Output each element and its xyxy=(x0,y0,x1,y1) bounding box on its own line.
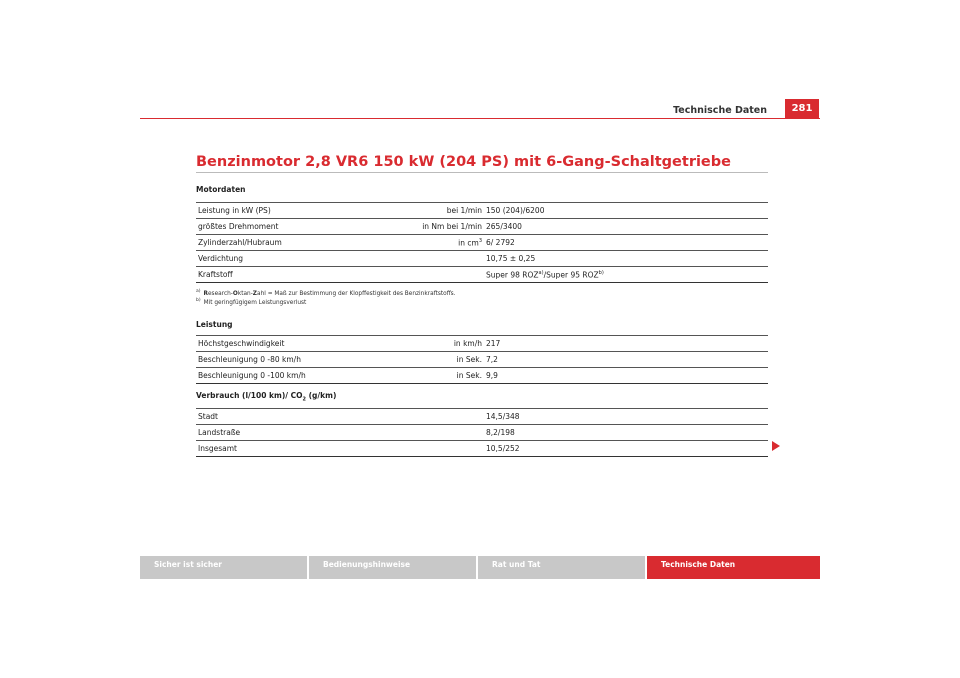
row-label: Verdichtung xyxy=(196,251,380,267)
footer-tab-label: Technische Daten xyxy=(661,560,736,569)
row-label: Höchstgeschwindigkeit xyxy=(196,336,380,352)
table-row xyxy=(196,203,768,219)
table-row xyxy=(196,251,768,267)
row-unit xyxy=(380,409,484,425)
unit-text: in cm xyxy=(458,238,479,248)
footnote-mark: a) xyxy=(196,289,201,294)
row-value: 8,2/198 xyxy=(484,425,768,441)
header-section-title: Technische Daten xyxy=(673,105,767,116)
verbrauch-table xyxy=(196,408,768,457)
table-row xyxy=(196,409,768,425)
row-unit: bei 1/min xyxy=(380,203,484,219)
row-unit xyxy=(380,267,484,283)
row-value: 6/ 2792 xyxy=(484,235,768,251)
footer-tab-bedienung[interactable] xyxy=(309,556,476,579)
footnote-ref-b: b) xyxy=(598,269,604,276)
row-value: 265/3400 xyxy=(484,219,768,235)
fuel-part2: /Super 95 ROZ xyxy=(543,270,599,280)
row-label: Beschleunigung 0 -80 km/h xyxy=(196,352,380,368)
row-unit xyxy=(380,425,484,441)
table-row xyxy=(196,267,768,283)
footer-tab-sicher[interactable] xyxy=(140,556,307,579)
table-row xyxy=(196,336,768,352)
row-label: Kraftstoff xyxy=(196,267,380,283)
footnote-a xyxy=(196,289,456,297)
row-label: Insgesamt xyxy=(196,441,380,457)
row-value: 150 (204)/6200 xyxy=(484,203,768,219)
co2-subscript: 2 xyxy=(302,396,306,403)
title-rule xyxy=(196,172,768,173)
table-row xyxy=(196,441,768,457)
row-unit: in Sek. xyxy=(380,352,484,368)
footer-tab-label: Rat und Tat xyxy=(492,560,541,569)
motordaten-table xyxy=(196,202,768,283)
row-value: 217 xyxy=(484,336,768,352)
fuel-part1: Super 98 ROZ xyxy=(486,270,539,280)
table-row xyxy=(196,219,768,235)
row-value: 14,5/348 xyxy=(484,409,768,425)
row-label: größtes Drehmoment xyxy=(196,219,380,235)
motordaten-heading: Motordaten xyxy=(196,185,246,194)
header-rule xyxy=(140,118,820,119)
footnote-bold: Z xyxy=(252,290,258,297)
row-unit xyxy=(380,441,484,457)
footnote-text: ahl = Maß zur Bestimmung der Klopffestigkeit des Benzinkraftstoffs. xyxy=(257,290,456,297)
verbrauch-heading xyxy=(196,391,336,403)
footer-tab-label: Bedienungshinweise xyxy=(323,560,411,569)
row-value: 9,9 xyxy=(484,368,768,384)
row-unit xyxy=(380,251,484,267)
row-label: Leistung in kW (PS) xyxy=(196,203,380,219)
row-value: 10,75 ± 0,25 xyxy=(484,251,768,267)
footnote-bold: O xyxy=(232,290,238,297)
footer-tab-technische-daten[interactable] xyxy=(647,556,820,579)
row-label: Beschleunigung 0 -100 km/h xyxy=(196,368,380,384)
table-row xyxy=(196,425,768,441)
footer-tab-label: Sicher ist sicher xyxy=(154,560,222,569)
footer-tab-rat[interactable] xyxy=(478,556,645,579)
row-value: 7,2 xyxy=(484,352,768,368)
footnote-mark: b) xyxy=(196,298,201,303)
verbrauch-heading-part1: Verbrauch (l/100 km)/ CO xyxy=(196,391,303,400)
footnote-ref-a: a) xyxy=(538,269,544,276)
row-label: Zylinderzahl/Hubraum xyxy=(196,235,380,251)
row-unit xyxy=(380,235,484,251)
row-unit: in km/h xyxy=(380,336,484,352)
unit-superscript: 3 xyxy=(478,237,482,244)
table-row xyxy=(196,235,768,251)
table-row xyxy=(196,368,768,384)
footnote-b xyxy=(196,298,306,306)
leistung-heading: Leistung xyxy=(196,320,233,329)
footnote-bold: R xyxy=(203,290,208,297)
row-label: Landstraße xyxy=(196,425,380,441)
footnote-text: esearch- xyxy=(207,290,233,297)
row-unit: in Sek. xyxy=(380,368,484,384)
row-value xyxy=(484,267,768,283)
page-title: Benzinmotor 2,8 VR6 150 kW (204 PS) mit 6-Gang-Schaltgetriebe xyxy=(196,154,731,170)
verbrauch-heading-part2: (g/km) xyxy=(306,391,337,400)
row-label: Stadt xyxy=(196,409,380,425)
row-value: 10,5/252 xyxy=(484,441,768,457)
footnote-text: ktan- xyxy=(237,290,253,297)
leistung-table xyxy=(196,335,768,384)
row-unit: in Nm bei 1/min xyxy=(380,219,484,235)
footnote-text: Mit geringfügigem Leistungsverlust xyxy=(203,299,307,306)
table-row xyxy=(196,352,768,368)
next-page-arrow-icon[interactable] xyxy=(772,441,780,451)
page-number-badge: 281 xyxy=(785,99,819,118)
